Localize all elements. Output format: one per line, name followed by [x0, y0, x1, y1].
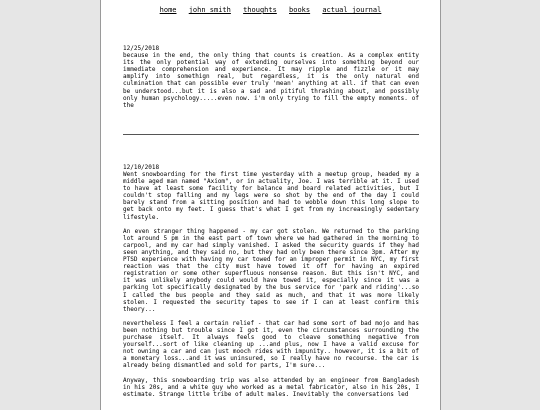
nav-link-thoughts[interactable]: thoughts [243, 6, 277, 14]
entry-date: 12/10/2018 [123, 163, 160, 171]
nav-link-actual-journal[interactable]: actual journal [322, 6, 382, 14]
entry-paragraph: Went snowboarding for the first time yesterday with a meetup group, headed my a middle aged man named "Axiom", or in actuality, Joe. I was terrible at it. I used to have at least some facility for balance and board related activities, but I couldn't stop falling and my legs were so shot by the end of the day I could barely stand from a sitting position and had to wobble down this long slope to get back onto my feet. I guess that's what I get from my increasingly sedentary lifestyle. [123, 170, 419, 221]
entry-date: 12/25/2018 [123, 45, 160, 52]
nav-link-books[interactable]: books [289, 6, 311, 14]
entry-paragraph: nevertheless I feel a certain relief - that car had some sort of bad mojo and has been nothing but trouble since I got it, even the circumstances surrounding the purchase itself. It always feels good to cleave something negative from yourself...sort of like cleaning up ...and plus, now I have a valid excuse for not owning a car and can just mooch rides with impunity.. however, it is a bit of a monetary loss...and it was uninsured, so I really have no recourse. the car is already being dismantled and sold for parts, I'm sure... [123, 319, 419, 370]
journal-entry [123, 45, 419, 109]
entry-paragraph: An even stranger thing happened - my car got stolen. We returned to the parking lot around 5 pm in the east part of town where we had gathered in the morning to carpool, and my car had simply vanished. I asked the security guards if they had seen anything, and they said no, but they had only been there since 3pm. After my PTSD experience with having my car towed for an improper permit in NYC, my first reaction was that the city must have towed it off for having an expired registration or some other superfluous nonsense reason. But this isn't NYC, and it was unlikely anybody could would have towed it, especially since it was a parking lot specifically designated by the bus service for 'park and riding'...so I called the bus people and they said as much, and that it was more likely stolen. I requested the security tapes to see if I can at least confirm this theory... [123, 227, 419, 313]
entry-paragraph: Anyway, this snowboarding trip was also attended by an engineer from Bangladesh in his 20s, and a white guy who worked as a metal fabricator, also in his 20s, I estimate. Strange little tribe of adult males. Inevitably the conversations led [123, 376, 419, 398]
page-container [100, 0, 441, 410]
entry-paragraph: because in the end, the only thing that counts is creation. As a complex entity its the only potential way of extending ourselves into something beyond our immediate comprehension and experience. It may ripple and fizzle or it may amplify into somethign real, but regardless, it is the only natural end culmination that can possible ever truly 'mean' anything at all. if that can even be understood...but it is also a sad and pitiful thrashing about, and possibly only human psychology.....even now. i'm only trying to fill the empty moments. of the [123, 52, 419, 109]
journal-entry [123, 164, 419, 398]
nav-link-home[interactable]: home [159, 6, 177, 14]
top-nav [101, 6, 440, 15]
nav-link-john-smith[interactable]: john smith [188, 6, 231, 14]
journal-content [123, 45, 419, 405]
entry-divider [123, 134, 419, 135]
